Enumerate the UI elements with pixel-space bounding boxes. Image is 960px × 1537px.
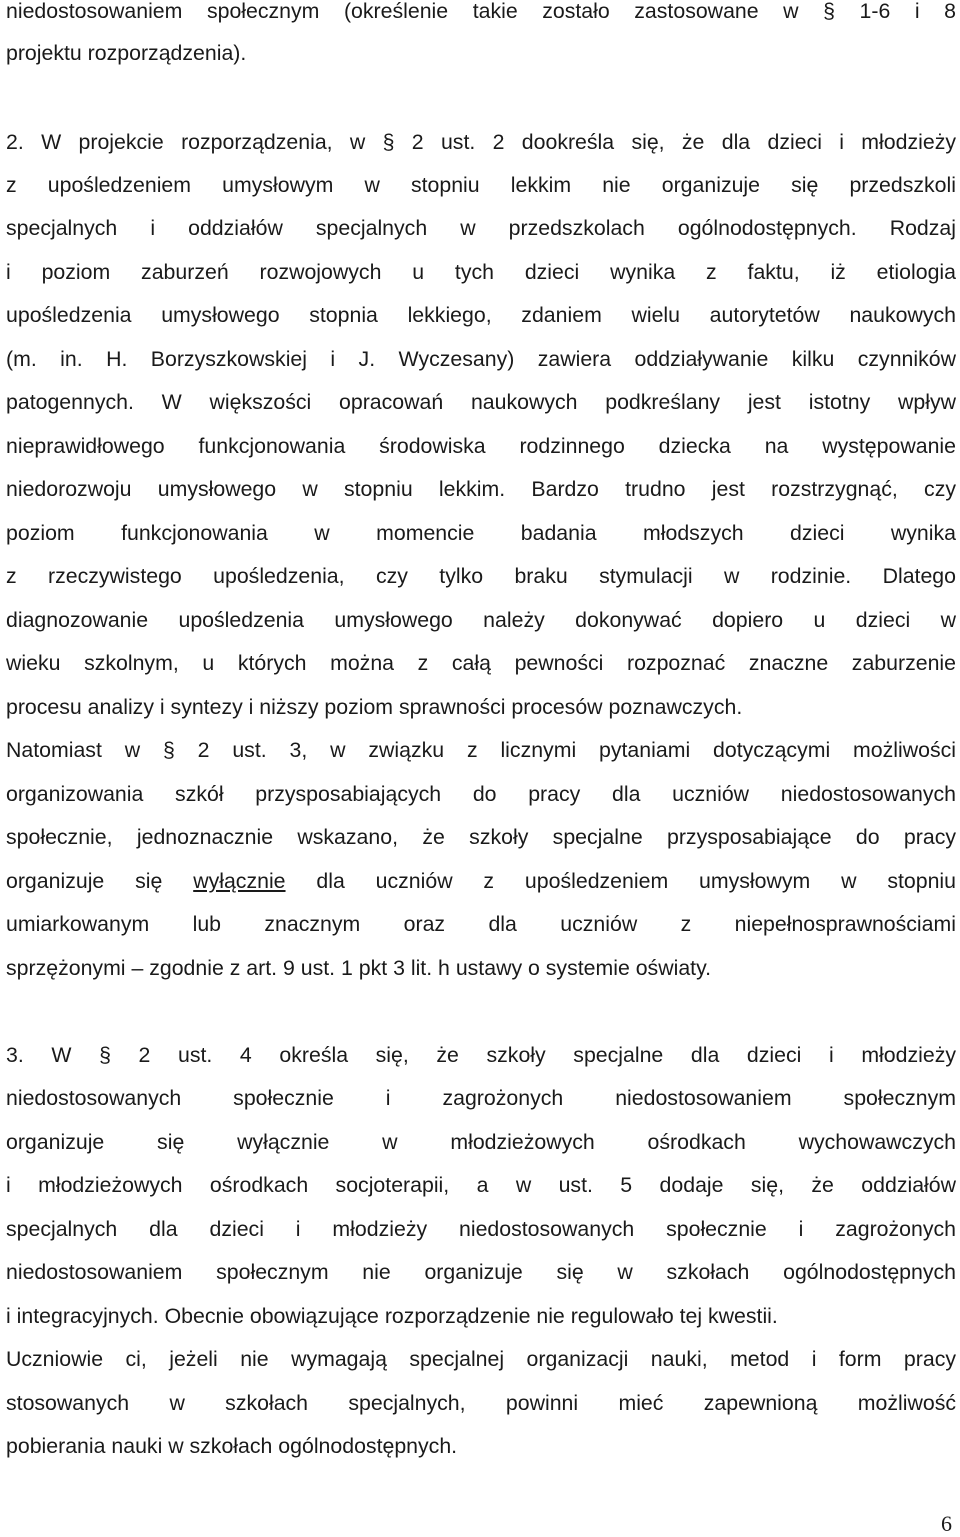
underlined-emphasis: wyłącznie: [193, 869, 286, 893]
text-line: niedostosowaniem społecznym (określenie takie zostało zastosowane w § 1-6 i 8: [6, 0, 956, 23]
page-number: 6: [941, 1511, 952, 1536]
text-line: 3. W § 2 ust. 4 określa się, że szkoły specjalne dla dzieci i młodzieży: [6, 1043, 956, 1067]
text-line: niedostosowaniem społecznym nie organizuje się w szkołach ogólnodostępnych: [6, 1260, 956, 1284]
text-line: specjalnych i oddziałów specjalnych w przedszkolach ogólnodostępnych. Rodzaj: [6, 216, 956, 240]
text-segment: organizuje się: [6, 869, 194, 893]
text-line: umiarkowanym lub znacznym oraz dla uczniów z niepełnosprawnościami: [6, 912, 956, 936]
text-line: procesu analizy i syntezy i niższy poziom sprawności procesów poznawczych.: [6, 695, 743, 719]
text-line: niedostosowanych społecznie i zagrożonych niedostosowaniem społecznym: [6, 1086, 956, 1110]
text-line: z upośledzeniem umysłowym w stopniu lekkim nie organizuje się przedszkoli: [6, 173, 956, 197]
text-line: nieprawidłowego funkcjonowania środowiska rodzinnego dziecka na występowanie: [6, 434, 956, 458]
text-line: patogennych. W większości opracowań naukowych podkreślany jest istotny wpływ: [6, 390, 956, 414]
text-line: Natomiast w § 2 ust. 3, w związku z licznymi pytaniami dotyczącymi możliwości: [6, 738, 956, 762]
text-line: 2. W projekcie rozporządzenia, w § 2 ust. 2 dookreśla się, że dla dzieci i młodzieży: [6, 130, 956, 154]
text-line: stosowanych w szkołach specjalnych, powinni mieć zapewnioną możliwość: [6, 1391, 956, 1415]
text-line: [6, 866, 956, 896]
text-line: diagnozowanie upośledzenia umysłowego należy dokonywać dopiero u dzieci w: [6, 608, 956, 632]
text-line: (m. in. H. Borzyszkowskiej i J. Wyczesany) zawiera oddziaływanie kilku czynników: [6, 347, 956, 371]
text-line: społecznie, jednoznacznie wskazano, że szkoły specjalne przysposabiające do pracy: [6, 825, 956, 849]
text-line: wieku szkolnym, u których można z całą pewności rozpoznać znaczne zaburzenie: [6, 651, 956, 675]
text-line: pobierania nauki w szkołach ogólnodostępnych.: [6, 1434, 458, 1458]
text-line: upośledzenia umysłowego stopnia lekkiego, zdaniem wielu autorytetów naukowych: [6, 303, 956, 327]
text-line: i integracyjnych. Obecnie obowiązujące rozporządzenie nie regulowało tej kwestii.: [6, 1304, 778, 1328]
text-line: Uczniowie ci, jeżeli nie wymagają specjalnej organizacji nauki, metod i form pracy: [6, 1347, 956, 1371]
text-line: projektu rozporządzenia).: [6, 41, 247, 65]
text-line: organizuje się wyłącznie w młodzieżowych ośrodkach wychowawczych: [6, 1130, 956, 1154]
text-line: poziom funkcjonowania w momencie badania młodszych dzieci wynika: [6, 521, 956, 545]
text-line: organizowania szkół przysposabiających do pracy dla uczniów niedostosowanych: [6, 782, 956, 806]
text-line: z rzeczywistego upośledzenia, czy tylko braku stymulacji w rodzinie. Dlatego: [6, 564, 956, 588]
text-line: niedorozwoju umysłowego w stopniu lekkim. Bardzo trudno jest rozstrzygnąć, czy: [6, 477, 956, 501]
text-line: specjalnych dla dzieci i młodzieży niedostosowanych społecznie i zagrożonych: [6, 1217, 956, 1241]
text-segment: dla uczniów z upośledzeniem umysłowym w stopniu: [285, 869, 957, 893]
text-line: i poziom zaburzeń rozwojowych u tych dzieci wynika z faktu, iż etiologia: [6, 260, 956, 284]
text-line: sprzężonymi – zgodnie z art. 9 ust. 1 pkt 3 lit. h ustawy o systemie oświaty.: [6, 956, 712, 980]
text-line: i młodzieżowych ośrodkach socjoterapii, a w ust. 5 dodaje się, że oddziałów: [6, 1173, 956, 1197]
